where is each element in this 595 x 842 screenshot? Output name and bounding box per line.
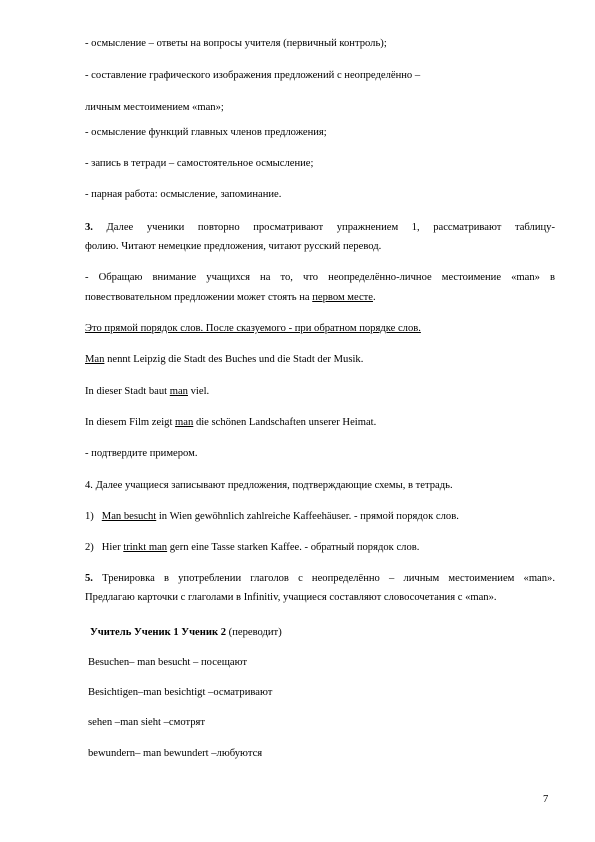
underlined-man: man (175, 417, 194, 428)
verb-row: Besichtigen–man besichtigt –осматривают (88, 687, 273, 698)
underlined-text: Man besucht (101, 511, 157, 522)
sentence-text: gern eine Tasse starken Kaffee. - обратный порядок слов. (167, 542, 420, 553)
example-text: In dieser Stadt baut (85, 386, 170, 397)
example-text: nennt Leipzig die Stadt des Buches und die Stadt der Musik. (104, 354, 364, 365)
verb-row: sehen –man sieht –смотрят (88, 717, 206, 728)
underlined-text: trinkt man (123, 542, 168, 553)
word-order-rule: Это прямой порядок слов. После сказуемого - при обратном порядке слов. (85, 323, 421, 334)
item-4-line: 4. Далее учащиеся записывают предложения, подтверждающие схемы, в тетрадь. (85, 480, 453, 491)
item-5-line-1 (85, 572, 555, 586)
example-text: In diesem Film zeigt (85, 417, 176, 428)
example-text: die schönen Landschaften unserer Heimat. (193, 417, 377, 428)
text-line: личным местоимением «man»; (85, 102, 224, 113)
underlined-text: первом месте (312, 292, 373, 303)
underlined-man: Man (85, 354, 105, 365)
note-text: Обращаю внимание учащихся на то, что неопределённо-личное местоимение «man» в (98, 272, 555, 283)
item-3-line-1 (85, 221, 555, 235)
item-number: 3. (85, 222, 93, 233)
item-5-line-2: Предлагаю карточки с глаголами в Infinitiv, учащиеся составляют словосочетания с «man». (85, 592, 497, 603)
item-3-line-2: фолию. Читают немецкие предложения, читают русский перевод. (85, 241, 382, 252)
example-sentence-3 (85, 416, 555, 430)
note-line-1 (85, 271, 555, 285)
sentence-text: in Wien gewöhnlich zahlreiche Kaffeehäuser. - прямой порядок слов. (156, 511, 459, 522)
sentence-2 (85, 541, 555, 555)
text-line: - осмысление функций главных членов предложения; (85, 127, 327, 138)
item-text: Далее ученики повторно просматривают упражнением 1, рассматривают таблицу- (106, 222, 555, 233)
text-line: - парная работа: осмысление, запоминание. (85, 189, 282, 200)
sentence-1 (85, 510, 555, 524)
note-text: повествовательном предложении может стоять на (85, 292, 313, 303)
text-line: - запись в тетради – самостоятельное осмысление; (85, 158, 314, 169)
page-number: 7 (543, 794, 549, 805)
dash: - (85, 272, 89, 283)
example-sentence-1 (85, 353, 555, 367)
table-header-roles: Учитель Ученик 1 Ученик 2 (90, 627, 227, 638)
verb-row: bewundern– man bewundert –любуются (88, 748, 263, 759)
text-line: - осмысление – ответы на вопросы учителя (первичный контроль); (85, 38, 387, 49)
sentence-text: Hier (101, 542, 124, 553)
table-header (90, 626, 560, 640)
text-line: - составление графического изображения предложений с неопределённо – (85, 70, 421, 81)
sentence-number: 1) (85, 511, 94, 522)
item-number: 5. (85, 573, 93, 584)
item-text: Тренировка в употреблении глаголов с неопределённо – личным местоимением «man». (102, 573, 556, 584)
verb-row: Besuchen– man besucht – посещают (88, 657, 247, 668)
sentence-number: 2) (85, 542, 94, 553)
example-text: viel. (187, 386, 210, 397)
underlined-man: man (169, 386, 188, 397)
example-sentence-2 (85, 385, 555, 399)
note-line-2 (85, 291, 555, 305)
note-text: . (373, 292, 376, 303)
table-header-note: (переводит) (226, 627, 282, 638)
confirm-line: - подтвердите примером. (85, 448, 198, 459)
